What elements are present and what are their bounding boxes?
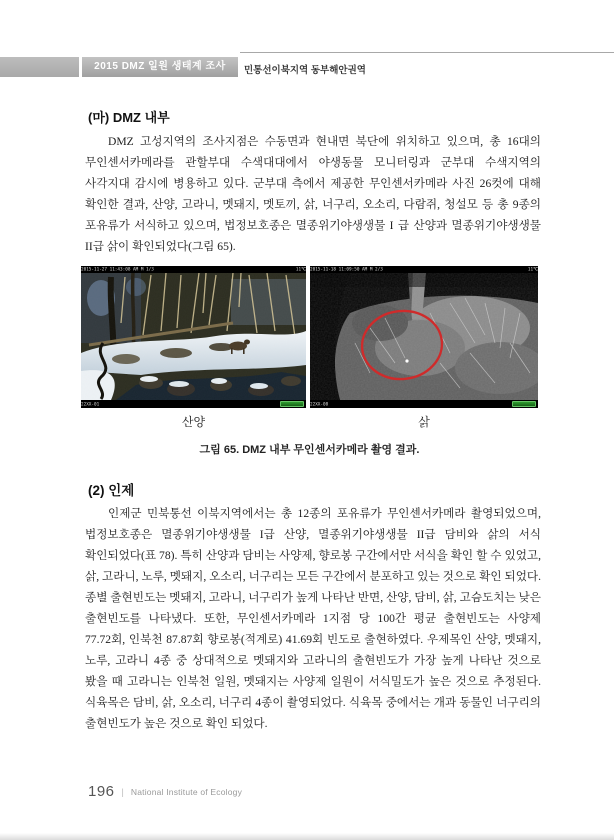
leopard-cat-photo-image [310, 273, 538, 400]
subsection-heading-inje: (2) 인제 [88, 483, 135, 498]
page-edge-shadow [0, 833, 614, 840]
camera-brand-badge [512, 401, 536, 407]
photo-caption-goral: 산양 [181, 415, 206, 429]
camera-id: 22XX-08 [310, 401, 329, 407]
figure-65 [81, 266, 538, 457]
footer-separator: | [121, 786, 124, 797]
camera-id: 22XX-01 [81, 401, 100, 407]
photo-id-bar [81, 400, 306, 408]
header-section-label: 민통선이북지역 동부해안권역 [244, 65, 366, 76]
page-footer [88, 783, 242, 800]
header-rule [240, 52, 614, 53]
subsection-heading-dmz-interior: (마) DMZ 내부 [88, 110, 170, 125]
photo-timestamp: 2015-11-18 11:09:50 AM M 2/3 [310, 266, 383, 273]
paragraph-dmz-interior: DMZ 고성지역의 조사지점은 수동면과 현내면 북단에 위치하고 있으며, 총 16대의 무인센서카메라를 관할부대 수색대대에서 야생동물 모니터링과 군부대 수색지역의 사각지대 감시에 병용하고 있다. 군부대 측에서 제공한 무인센서카메라 사진 26컷에 대해 확인한 결과, 산양, 고라니, 멧돼지, 멧토끼, 삵, 너구리, 오소리, 다람쥐, 청설모 등 총 9종의 포유류가 서식하고 있으며, 법정보호종은 멸종위기야생생물 I 급 산양과 멸종위기야생생물 II급 삵이 확인되었다(그림 65). [85, 135, 541, 253]
report-title-band: 2015 DMZ 일원 생태계 조사 [82, 57, 238, 77]
photo-timestamp: 2015-11-27 11:43:08 AM M 1/3 [81, 266, 154, 273]
camera-trap-photo-leopard-cat [310, 266, 538, 408]
photo-temperature: 11℃ [295, 266, 306, 273]
goral-photo-image [81, 273, 306, 400]
photo-timestamp-bar [81, 266, 306, 273]
photo-id-bar [310, 400, 538, 408]
photo-temperature: 11℃ [527, 266, 538, 273]
photo-captions [81, 413, 538, 430]
page-number: 196 [88, 783, 115, 800]
camera-trap-photo-goral [81, 266, 306, 408]
institute-name: National Institute of Ecology [130, 786, 243, 797]
photo-caption-leopard-cat: 삵 [418, 415, 430, 429]
photo-row [81, 266, 538, 408]
figure-caption: 그림 65. DMZ 내부 무인센서카메라 촬영 결과. [199, 444, 420, 456]
camera-brand-badge [280, 401, 304, 407]
photo-timestamp-bar [310, 266, 538, 273]
header-gray-bar [0, 57, 79, 77]
paragraph-inje: 인제군 민북통선 이북지역에서는 총 12종의 포유류가 무인센서카메라 촬영되었으며, 법정보호종은 멸종위기야생생물 I급 산양, 멸종위기야생생물 II급 담비와 삵의 서식 확인되었다(표 78). 특히 산양과 담비는 사양제, 향로봉 구간에서만 서식을 확인 할 수 있었고, 삵, 고라니, 노루, 멧돼지, 오소리, 너구리는 모든 구간에서 분포하고 있는 것으로 확인 되었다. 종별 출현빈도는 멧돼지, 고라니, 너구리가 높게 나타난 반면, 산양, 담비, 삵, 고슴도치는 낮은 출현빈도를 나타냈다. 또한, 무인센서카메라 1지점 당 100간 평균 출현빈도는 사양제 77.72회, 인북천 87.87회 향로봉(적계로) 41.69회 빈도로 출현하였다. 우제목인 산양, 멧돼지, 노루, 고라니 4종 중 상대적으로 멧돼지와 고라니의 출현빈도가 가장 높게 나타난 것으로 봤을 때 고라니는 인북천 일원, 멧돼지는 사양제 일원이 서식밀도가 높은 것으로 추정된다. 식육목은 담비, 삵, 오소리, 너구리 4종이 촬영되었다. 식육목 중에서는 개과 동물인 너구리의 출현빈도가 높은 것으로 확인 되었다. [85, 507, 541, 730]
